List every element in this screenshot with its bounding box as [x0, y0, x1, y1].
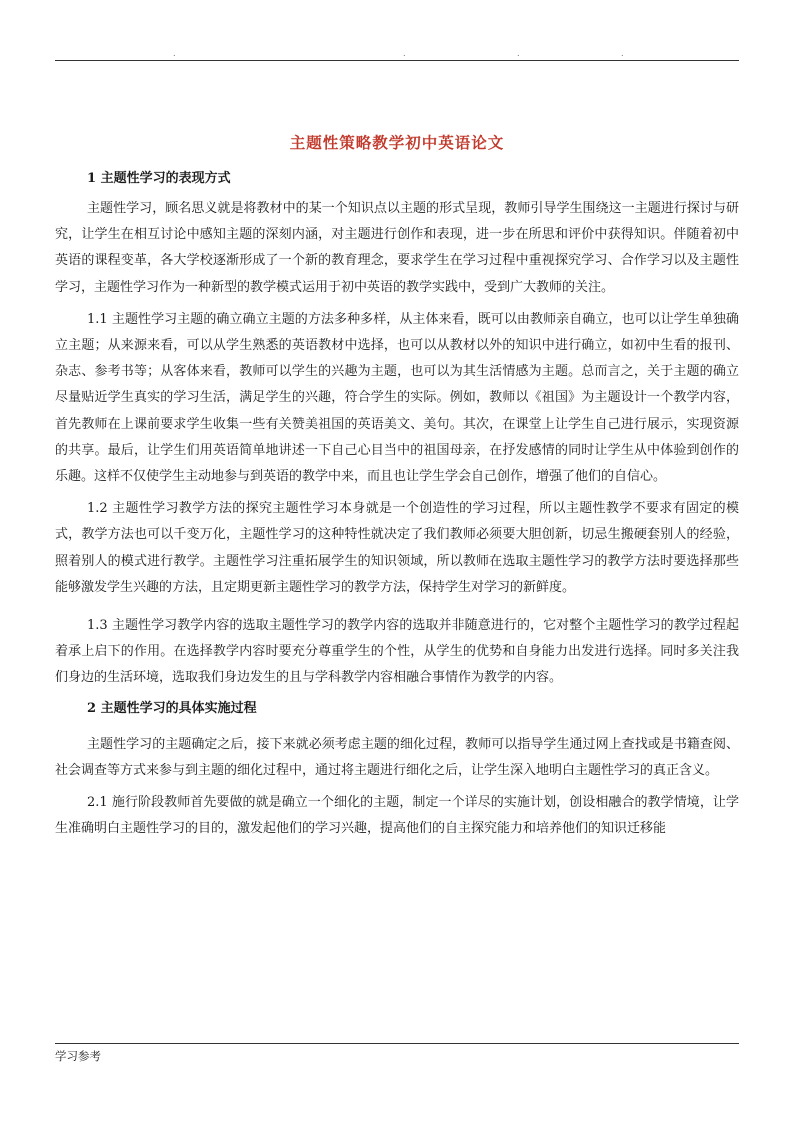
header-dot: . — [621, 49, 624, 58]
header-rule — [55, 60, 739, 61]
header-dot: . — [173, 49, 176, 58]
footer-rule — [55, 1043, 739, 1044]
paragraph: 2.1 施行阶段教师首先要做的就是确立一个细化的主题，制定一个详尽的实施计划，创设相融合的教学情境，让学生准确明白主题性学习的目的，激发起他们的学习兴趣，提高他们的自主探究能力和培养他们的知识迁移能 — [55, 795, 739, 837]
header-dot: . — [517, 49, 520, 58]
page-title: 主题性策略教学初中英语论文 — [289, 133, 505, 152]
paragraph: 1.1 主题性学习主题的确立确立主题的方法多种多样，从主体来看，既可以由教师亲自确立，也可以让学生单独确立主题；从来源来看，可以从学生熟悉的英语教材中选择，也可以从教材以外的知识中进行确立，如初中生看的报刊、杂志、参考书等；从客体来看，教师可以学生的兴趣为主题，也可以为其生活情感为主题。总而言之，关于主题的确立尽量贴近学生真实的学习生活，满足学生的兴趣，符合学生的实际。例如，教师以《祖国》为主题设计一个教学内容，首先教师在上课前要求学生收集一些有关赞美祖国的英语美文、美句。其次，在课堂上让学生自己进行展示，实现资源的共享。最后，让学生们用英语简单地讲述一下自己心目当中的祖国母亲，在抒发感情的同时让学生从中体验到创作的乐趣。这样不仅使学生主动地参与到英语的教学中来，而且也让学生学会自己创作，增强了他们的自信心。 — [55, 311, 739, 485]
paragraph: 主题性学习，顾名思义就是将教材中的某一个知识点以主题的形式呈现，教师引导学生围绕这一主题进行探讨与研究，让学生在相互讨论中感知主题的深刻内涵，对主题进行创作和表现，进一步在所思和评价中获得知识。伴随着初中英语的课程变革，各大学校逐渐形成了一个新的教育理念，要求学生在学习过程中重视探究学习、合作学习以及主题性学习，主题性学习作为一种新型的教学模式运用于初中英语的教学实践中，受到广大教师的关注。 — [55, 201, 739, 295]
header-dots — [55, 49, 739, 59]
paragraph: 1.3 主题性学习教学内容的选取主题性学习的教学内容的选取并非随意进行的，它对整个主题性学习的教学过程起着承上启下的作用。在选择教学内容时要充分尊重学生的个性，从学生的优势和自身能力出发进行选择。同时多关注我们身边的生活环境，选取我们身边发生的且与学科教学内容相融合事情作为教学的内容。 — [55, 618, 739, 686]
footer-text: 学习参考 — [55, 1049, 101, 1063]
document-body — [55, 168, 739, 842]
section-heading: 2 主题性学习的具体实施过程 — [87, 700, 257, 716]
section-heading: 1 主题性学习的表现方式 — [87, 171, 231, 186]
header-dot: . — [403, 49, 406, 58]
paragraph: 1.2 主题性学习教学方法的探究主题性学习本身就是一个创造性的学习过程，所以主题性教学不要求有固定的模式，教学方法也可以千变万化，主题性学习的这种特性就决定了我们教师必须要大胆创新，切忌生搬硬套别人的经验，照着别人的模式进行教学。主题性学习注重拓展学生的知识领域，所以教师在选取主题性学习的教学方法时要选择那些能够激发学生兴趣的方法，且定期更新主题性学习的教学方法，保持学生对学习的新鲜度。 — [55, 501, 739, 595]
paragraph: 主题性学习的主题确定之后，接下来就必须考虑主题的细化过程，教师可以指导学生通过网上查找或是书籍查阅、社会调查等方式来参与到主题的细化过程中，通过将主题进行细化之后，让学生深入地明白主题性学习的真正含义。 — [55, 736, 739, 778]
